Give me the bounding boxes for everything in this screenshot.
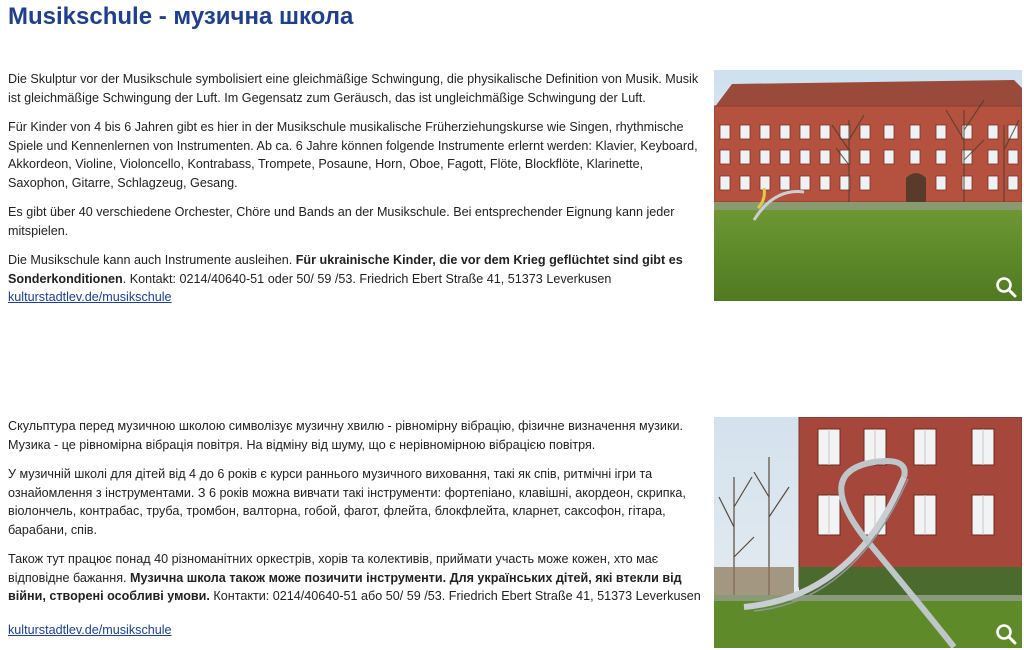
ukrainian-paragraph-2: У музичній школі для дітей від 4 до 6 років є курси раннього музичного виховання, такі як спів, ритмічні ігри та ознайомлення з інструментами. З 6 років можна вивчати такі інструменти: фортепіано, клавішні, акордеон, скрипка, віолончель, контрабас, труба, тромбон, валторна, гобой, фагот, флейта, блокфлейта, кларнет, саксофон, гітара, барабани, спів. [8, 467, 686, 537]
ukrainian-p3-contact: Контакти: 0214/40640-51 або 50/ 59 /53. Friedrich Ebert Straße 41, 51373 Leverkusen [209, 589, 701, 603]
german-p4-bold: Für ukrainische Kinder, die vor dem Krieg geflüchtet sind gibt es Sonderkonditionen [8, 253, 683, 286]
zoom-magnifier-icon[interactable] [995, 623, 1017, 645]
ukrainian-p3-bold: Музична школа також може позичити інструменти. Для українських дітей, які втекли від війни, створені особливі умови. [8, 570, 682, 603]
ukrainian-paragraph-1: Скульптура перед музичною школою символізує музичну хвилю - рівномірну вібрацію, фізичне визначення музики. Музика - це рівномірна вібрація повітря. На відміну від шуму, що є нерівномірною вібрацією повітря. [8, 419, 683, 452]
ukrainian-section [8, 417, 702, 650]
german-paragraph-1: Die Skulptur vor der Musikschule symbolisiert eine gleichmäßige Schwingung, die physikalische Definition von Musik. Musik ist gleichmäßige Schwingung der Luft. Im Gegensatz zum Geräusch, das ist ungleichmäßige Schwingung der Luft. [8, 72, 699, 105]
german-paragraph-2: Für Kinder von 4 bis 6 Jahren gibt es hier in der Musikschule musikalische Früherziehungskurse wie Singen, rhythmische Spiele und Kennenlernen von Instrumenten. Ab ca. 6 Jahre können folgende Instrumente erlernt werden: Klavier, Keyboard, Akkordeon, Violine, Violoncello, Kontrabass, Trompete, Posaune, Horn, Oboe, Fagott, Flöte, Blockflöte, Klarinette, Saxophon, Gitarre, Schlagzeug, Gesang. [8, 120, 698, 190]
ukrainian-music-school-link[interactable]: kulturstadtlev.de/musikschule [8, 622, 172, 637]
german-paragraph-3: Es gibt über 40 verschiedene Orchester, Chöre und Bands an der Musikschule. Bei entsprechender Eignung kann jeder mitspielen. [8, 205, 675, 238]
music-school-sculpture-photo[interactable] [714, 417, 1022, 648]
german-section [8, 70, 702, 318]
german-p4-contact: . Kontakt: 0214/40640-51 oder 50/ 59 /53. Friedrich Ebert Straße 41, 51373 Leverkusen [122, 271, 612, 286]
page-title: Musikschule - музична школа [8, 3, 354, 30]
music-school-building-photo[interactable] [714, 70, 1022, 301]
german-p4-text: Die Musikschule kann auch Instrumente ausleihen. [8, 253, 296, 267]
german-paragraph-4 [8, 251, 702, 288]
german-music-school-link[interactable]: kulturstadtlev.de/musikschule [8, 290, 172, 304]
ukrainian-paragraph-3 [8, 550, 702, 606]
zoom-magnifier-icon[interactable] [995, 276, 1017, 298]
ukrainian-p3-text: Також тут працює понад 40 різноманітних оркестрів, хорів та колективів, приймати участь може кожен, хто має відповідне бажання. [8, 552, 659, 585]
